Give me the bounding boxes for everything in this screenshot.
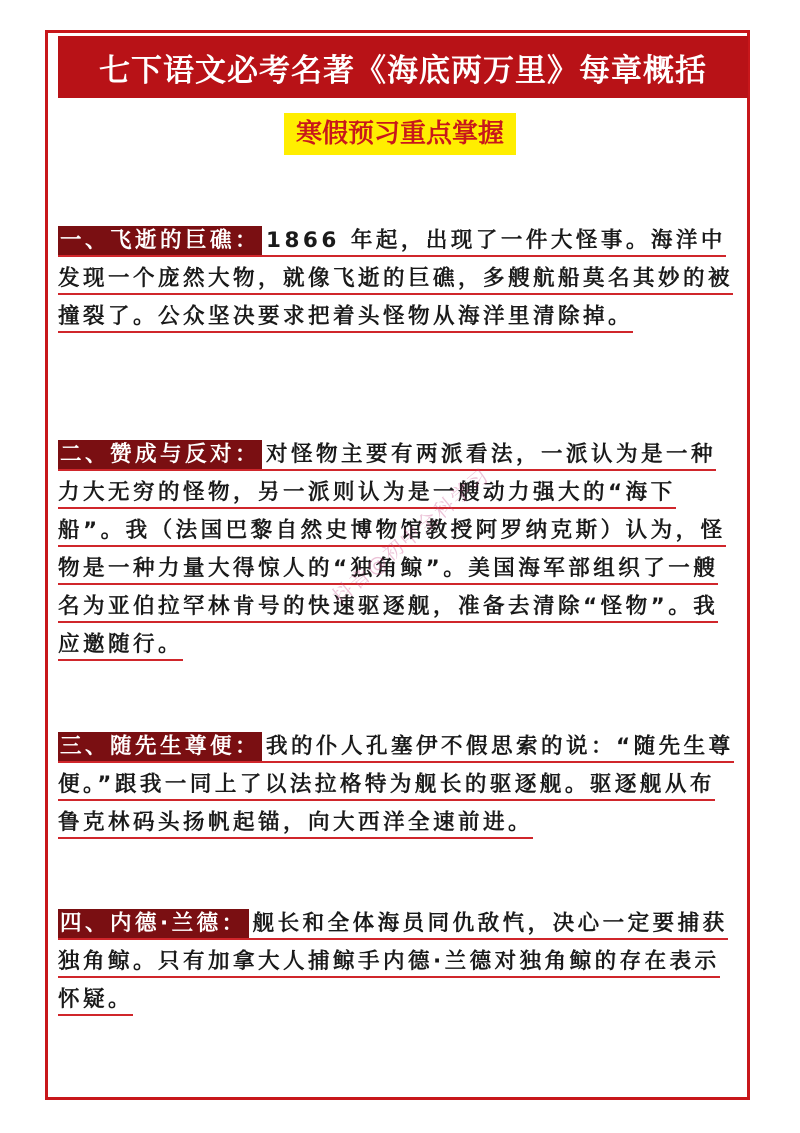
chapter-4-body: 舰长和全体海员同仇敌忾，决心一定要捕获独角鲸。只有加拿大人捕鲸手内德·兰德对独角鲸的存在表示怀疑。 (58, 911, 728, 1012)
chapter-4 (58, 905, 735, 1019)
chapter-2-heading: 二、赞成与反对： (60, 442, 261, 467)
watermark: 抖音@初中全科学习 (327, 462, 495, 609)
chapter-4-heading: 四、内德·兰德： (60, 911, 247, 936)
chapter-1 (58, 222, 735, 336)
chapter-1-heading: 一、飞逝的巨礁： (60, 228, 261, 253)
page-title: 七下语文必考名著《海底两万里》每章概括 (99, 52, 707, 89)
page-subtitle: 寒假预习重点掌握 (284, 113, 516, 155)
subtitle-container (0, 113, 800, 155)
title-banner (58, 36, 748, 98)
chapter-3-heading: 三、随先生尊便： (60, 734, 261, 759)
chapter-3 (58, 728, 735, 842)
chapter-1-body: 1866 年起，出现了一件大怪事。海洋中发现一个庞然大物，就像飞逝的巨礁，多艘航船莫名其妙的被撞裂了。公众坚决要求把着头怪物从海洋里清除掉。 (58, 228, 734, 329)
chapter-3-body: 我的仆人孔塞伊不假思索的说：“随先生尊便。”跟我一同上了以法拉格特为舰长的驱逐舰。驱逐舰从布鲁克林码头扬帆起锚，向大西洋全速前进。 (58, 734, 734, 835)
chapter-2-body: 对怪物主要有两派看法，一派认为是一种力大无穷的怪物，另一派则认为是一艘动力强大的“海下船”。我（法国巴黎自然史博物馆教授阿罗纳克斯）认为，怪物是一种力量大得惊人的“独角鲸”。美国海军部组织了一艘名为亚伯拉罕林肯号的快速驱逐舰，准备去清除“怪物”。我应邀随行。 (58, 442, 726, 657)
chapter-2 (58, 436, 735, 664)
